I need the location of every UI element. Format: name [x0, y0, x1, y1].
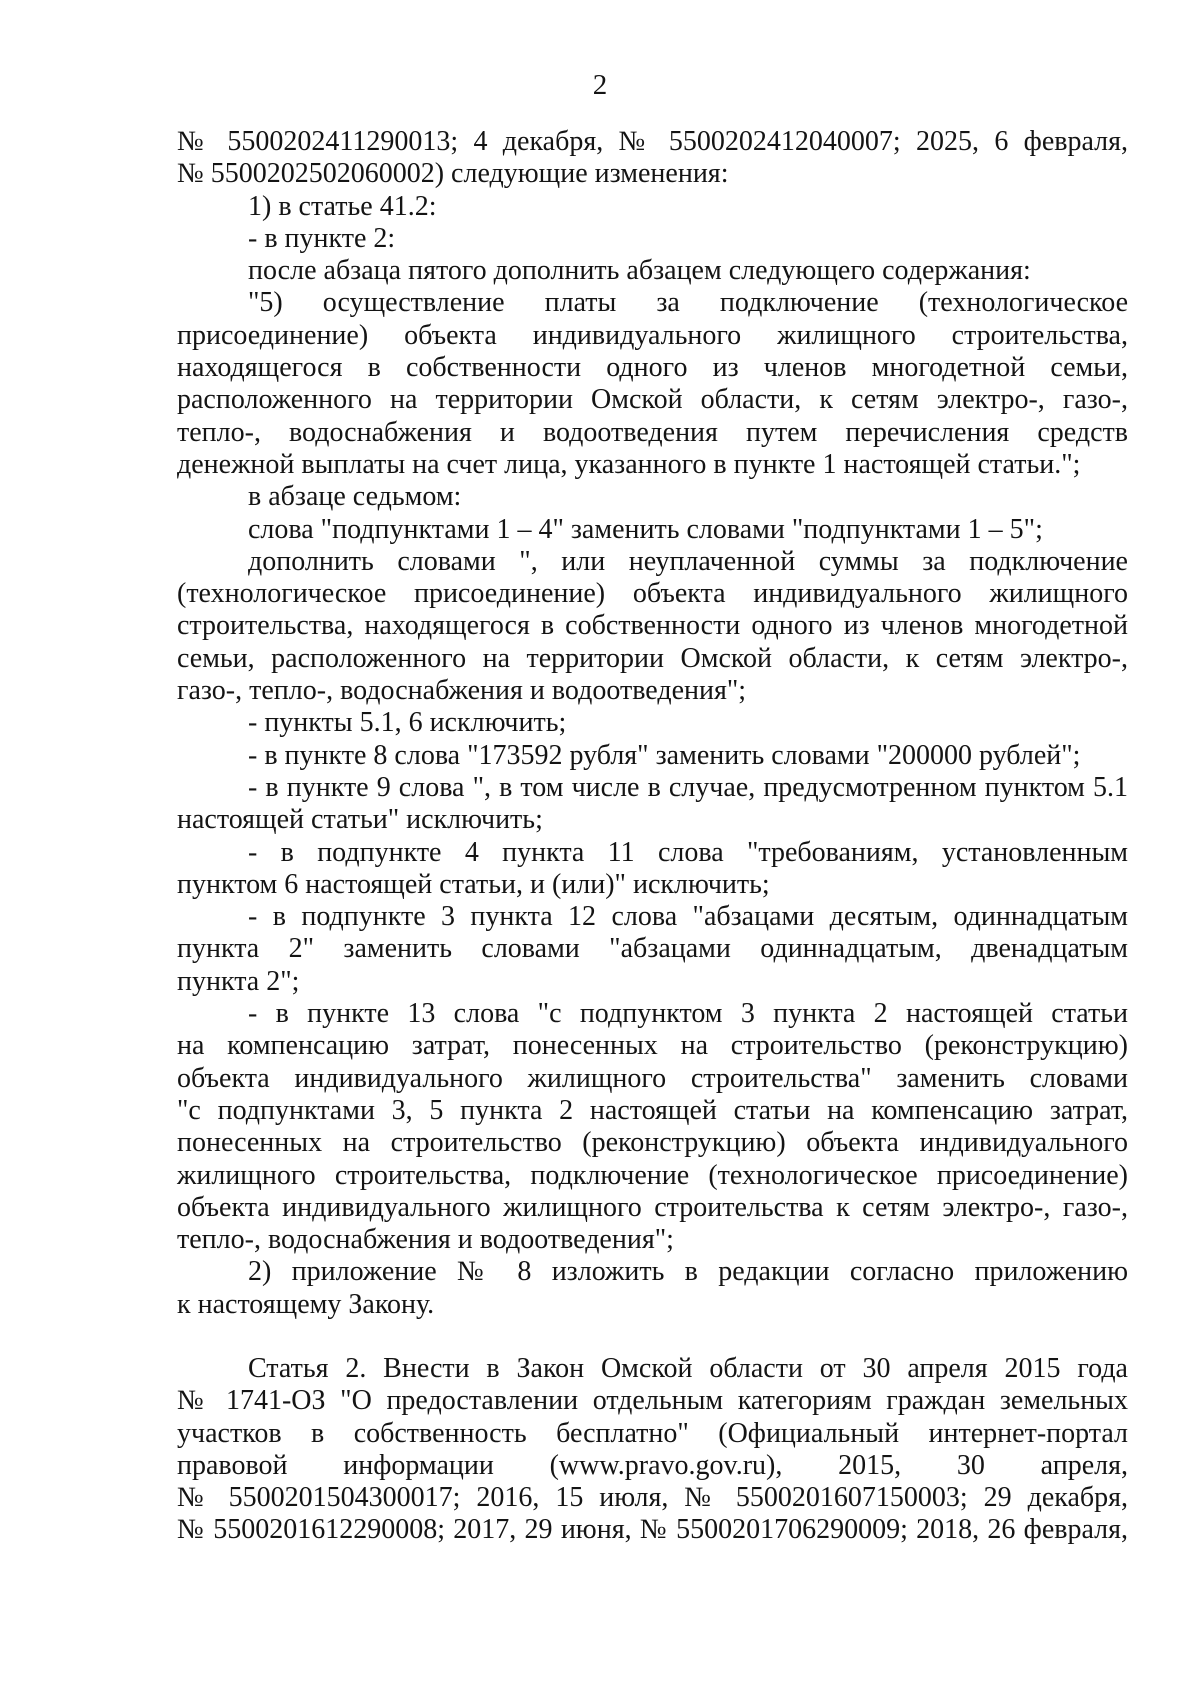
text-line: № 1741-ОЗ "О предоставлении отдельным категориям граждан земельных	[177, 1385, 1128, 1417]
text-line: 2) приложение № 8 изложить в редакции согласно приложению	[248, 1256, 1128, 1288]
text-line: жилищного строительства, подключение (технологическое присоединение)	[177, 1159, 1128, 1191]
text-line: пунктом 6 настоящей статьи, и (или)" исключить;	[177, 868, 770, 900]
text-line: - в пункте 2:	[248, 222, 396, 254]
text-line: правовой информации (www.pravo.gov.ru), 2015, 30 апреля,	[177, 1449, 1128, 1481]
text-line: - в пункте 8 слова "173592 рубля" заменить словами "200000 рублей";	[248, 739, 1081, 771]
text-line: № 5500202411290013; 4 декабря, № 5500202412040007; 2025, 6 февраля,	[177, 126, 1128, 157]
text-line: - в пункте 13 слова "с подпунктом 3 пункта 2 настоящей статьи	[248, 998, 1128, 1030]
document-body	[177, 126, 1128, 1547]
text-line: к настоящему Закону.	[177, 1288, 435, 1320]
text-line: расположенного на территории Омской области, к сетям электро-, газо-,	[177, 384, 1128, 416]
text-line: на компенсацию затрат, понесенных на строительство (реконструкцию)	[177, 1030, 1128, 1062]
text-line: - в подпункте 4 пункта 11 слова "требованиям, установленным	[248, 836, 1128, 868]
text-line: (технологическое присоединение) объекта индивидуального жилищного	[177, 578, 1128, 610]
text-line: газо-, тепло-, водоснабжения и водоотведения";	[177, 675, 747, 707]
text-line: присоединение) объекта индивидуального жилищного строительства,	[177, 319, 1128, 351]
text-line: объекта индивидуального жилищного строительства" заменить словами	[177, 1062, 1128, 1094]
text-line: "с подпунктами 3, 5 пункта 2 настоящей статьи на компенсацию затрат,	[177, 1094, 1128, 1126]
text-line: - пункты 5.1, 6 исключить;	[248, 707, 567, 739]
text-line: пункта 2" заменить словами "абзацами одиннадцатым, двенадцатым	[177, 933, 1128, 965]
text-line: после абзаца пятого дополнить абзацем следующего содержания:	[248, 255, 1031, 287]
text-line: дополнить словами ", или неуплаченной суммы за подключение	[248, 545, 1128, 577]
text-line: понесенных на строительство (реконструкцию) объекта индивидуального	[177, 1127, 1128, 1159]
text-line: № 5500201504300017; 2016, 15 июля, № 5500201607150003; 29 декабря,	[177, 1482, 1128, 1514]
text-line: № 5500201612290008; 2017, 29 июня, № 5500201706290009; 2018, 26 февраля,	[177, 1514, 1128, 1546]
text-line: № 5500202502060002) следующие изменения:	[177, 158, 729, 190]
text-line: участков в собственность бесплатно" (Официальный интернет-портал	[177, 1417, 1128, 1449]
text-line: "5) осуществление платы за подключение (технологическое	[248, 287, 1128, 319]
text-line: пункта 2";	[177, 965, 300, 997]
text-line: - в подпункте 3 пункта 12 слова "абзацами десятым, одиннадцатым	[248, 901, 1128, 933]
text-line: семьи, расположенного на территории Омской области, к сетям электро-,	[177, 642, 1128, 674]
text-line: - в пункте 9 слова ", в том числе в случае, предусмотренном пунктом 5.1	[248, 771, 1128, 803]
text-line: в абзаце седьмом:	[248, 481, 462, 513]
text-line: 1) в статье 41.2:	[248, 190, 437, 222]
text-line: объекта индивидуального жилищного строительства к сетям электро-, газо-,	[177, 1191, 1128, 1223]
text-line: настоящей статьи" исключить;	[177, 804, 543, 836]
text-line: денежной выплаты на счет лица, указанного в пункте 1 настоящей статьи.";	[177, 448, 1081, 480]
page-number: 2	[592, 69, 608, 101]
text-line: тепло-, водоснабжения и водоотведения";	[177, 1224, 674, 1256]
text-line: Статья 2. Внести в Закон Омской области от 30 апреля 2015 года	[248, 1352, 1128, 1384]
text-line: находящегося в собственности одного из членов многодетной семьи,	[177, 352, 1128, 384]
text-line: слова "подпунктами 1 – 4" заменить словами "подпунктами 1 – 5";	[248, 513, 1043, 545]
text-line: строительства, находящегося в собственности одного из членов многодетной	[177, 610, 1128, 642]
text-line: тепло-, водоснабжения и водоотведения путем перечисления средств	[177, 416, 1128, 448]
